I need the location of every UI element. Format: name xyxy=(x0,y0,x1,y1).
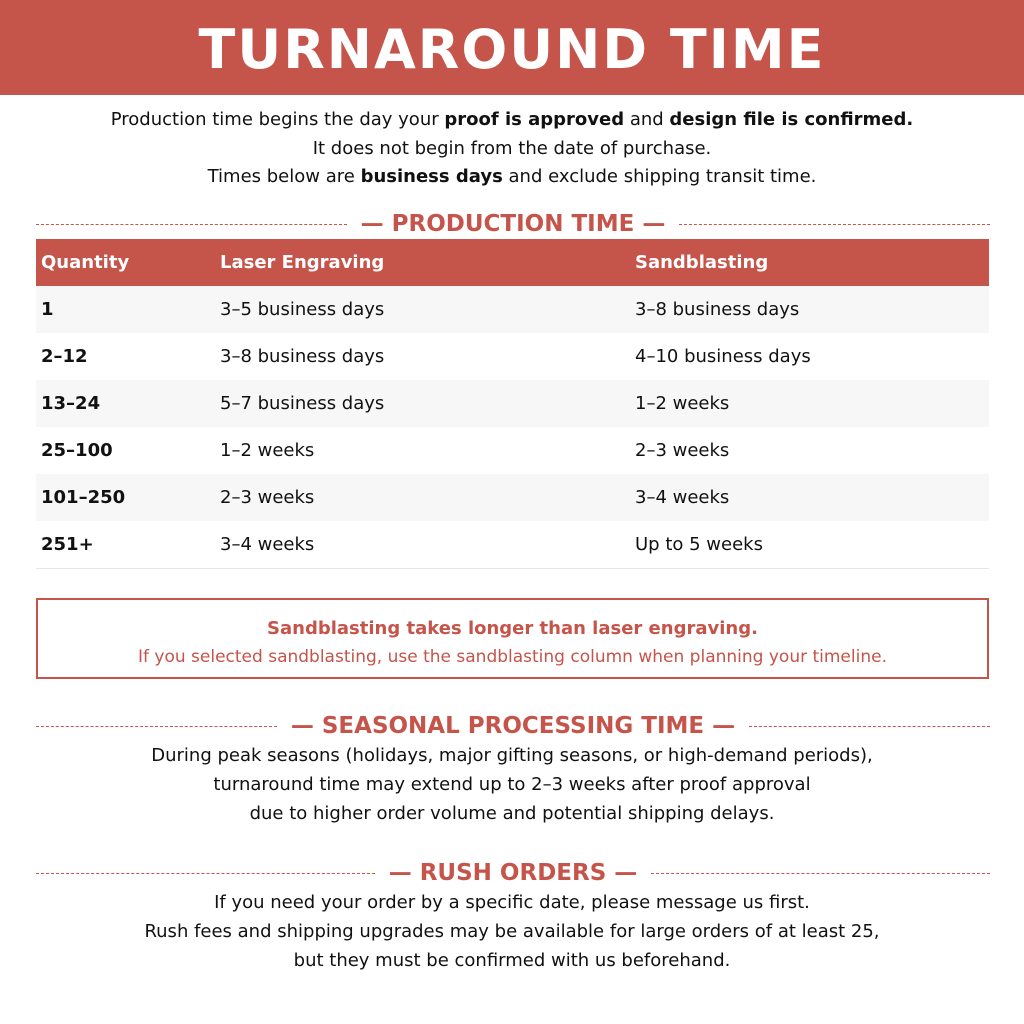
intro-line-1-mid: and xyxy=(624,109,670,130)
quantity-cell: 25–100 xyxy=(41,440,113,461)
seasonal-processing-text xyxy=(0,741,1024,828)
intro-text xyxy=(0,106,1024,192)
intro-line-1 xyxy=(0,106,1024,135)
column-header-laser-engraving: Laser Engraving xyxy=(220,252,385,273)
intro-line-3-end: and exclude shipping transit time. xyxy=(502,166,817,187)
heading-divider-left xyxy=(36,224,347,225)
title-banner xyxy=(0,0,1024,95)
sandblasting-cell: 4–10 business days xyxy=(635,346,811,367)
intro-line-1-start: Production time begins the day your xyxy=(110,109,445,130)
table-row xyxy=(36,427,989,474)
heading-divider-left xyxy=(36,726,277,727)
rush-line: Rush fees and shipping upgrades may be available for large orders of at least 25, xyxy=(144,921,880,942)
heading-divider-right xyxy=(679,224,990,225)
notice-body: If you selected sandblasting, use the sandblasting column when planning your timeline. xyxy=(138,647,887,667)
quantity-cell: 251+ xyxy=(41,534,94,555)
seasonal-processing-title: — SEASONAL PROCESSING TIME — xyxy=(290,713,736,739)
seasonal-line: During peak seasons (holidays, major gifting seasons, or high-demand periods), xyxy=(151,745,873,766)
laser-engraving-cell: 3–4 weeks xyxy=(220,534,315,555)
production-time-title: — PRODUCTION TIME — xyxy=(360,211,666,237)
seasonal-line: turnaround time may extend up to 2–3 weeks after proof approval xyxy=(213,774,811,795)
heading-divider-right xyxy=(749,726,990,727)
intro-line-3 xyxy=(0,163,1024,192)
production-time-table xyxy=(36,239,989,569)
intro-proof-approved: proof is approved xyxy=(444,109,625,130)
intro-line-2: It does not begin from the date of purchase. xyxy=(312,137,712,159)
seasonal-line: due to higher order volume and potential shipping delays. xyxy=(249,803,775,824)
laser-engraving-cell: 1–2 weeks xyxy=(220,440,315,461)
column-header-sandblasting: Sandblasting xyxy=(635,252,769,273)
table-header-row xyxy=(36,239,989,286)
page-title: TURNAROUND TIME xyxy=(198,17,826,81)
notice-title: Sandblasting takes longer than laser engraving. xyxy=(267,618,758,639)
heading-divider-right xyxy=(651,873,990,874)
sandblasting-cell: 3–8 business days xyxy=(635,299,800,320)
laser-engraving-cell: 3–8 business days xyxy=(220,346,385,367)
laser-engraving-cell: 3–5 business days xyxy=(220,299,385,320)
sandblasting-cell: 1–2 weeks xyxy=(635,393,730,414)
rush-line: but they must be confirmed with us beforehand. xyxy=(293,950,731,971)
table-row xyxy=(36,380,989,427)
sandblasting-cell: 3–4 weeks xyxy=(635,487,730,508)
table-row xyxy=(36,521,989,568)
seasonal-processing-heading xyxy=(36,711,990,741)
rush-orders-title: — RUSH ORDERS — xyxy=(388,860,638,886)
sandblasting-notice-box xyxy=(36,598,989,679)
heading-divider-left xyxy=(36,873,375,874)
table-row xyxy=(36,333,989,380)
rush-orders-heading xyxy=(36,858,990,888)
table-row xyxy=(36,474,989,521)
intro-business-days: business days xyxy=(360,166,503,187)
rush-line: If you need your order by a specific date, please message us first. xyxy=(214,892,810,913)
intro-design-confirmed: design file is confirmed. xyxy=(669,109,914,130)
column-header-quantity: Quantity xyxy=(41,252,130,273)
laser-engraving-cell: 2–3 weeks xyxy=(220,487,315,508)
production-time-heading xyxy=(36,209,990,239)
table-row xyxy=(36,286,989,333)
sandblasting-cell: Up to 5 weeks xyxy=(635,534,763,555)
sandblasting-cell: 2–3 weeks xyxy=(635,440,730,461)
laser-engraving-cell: 5–7 business days xyxy=(220,393,385,414)
quantity-cell: 2–12 xyxy=(41,346,88,367)
quantity-cell: 1 xyxy=(41,299,54,320)
rush-orders-text xyxy=(0,888,1024,975)
intro-line-3-start: Times below are xyxy=(207,166,361,187)
quantity-cell: 101–250 xyxy=(41,487,126,508)
quantity-cell: 13–24 xyxy=(41,393,101,414)
